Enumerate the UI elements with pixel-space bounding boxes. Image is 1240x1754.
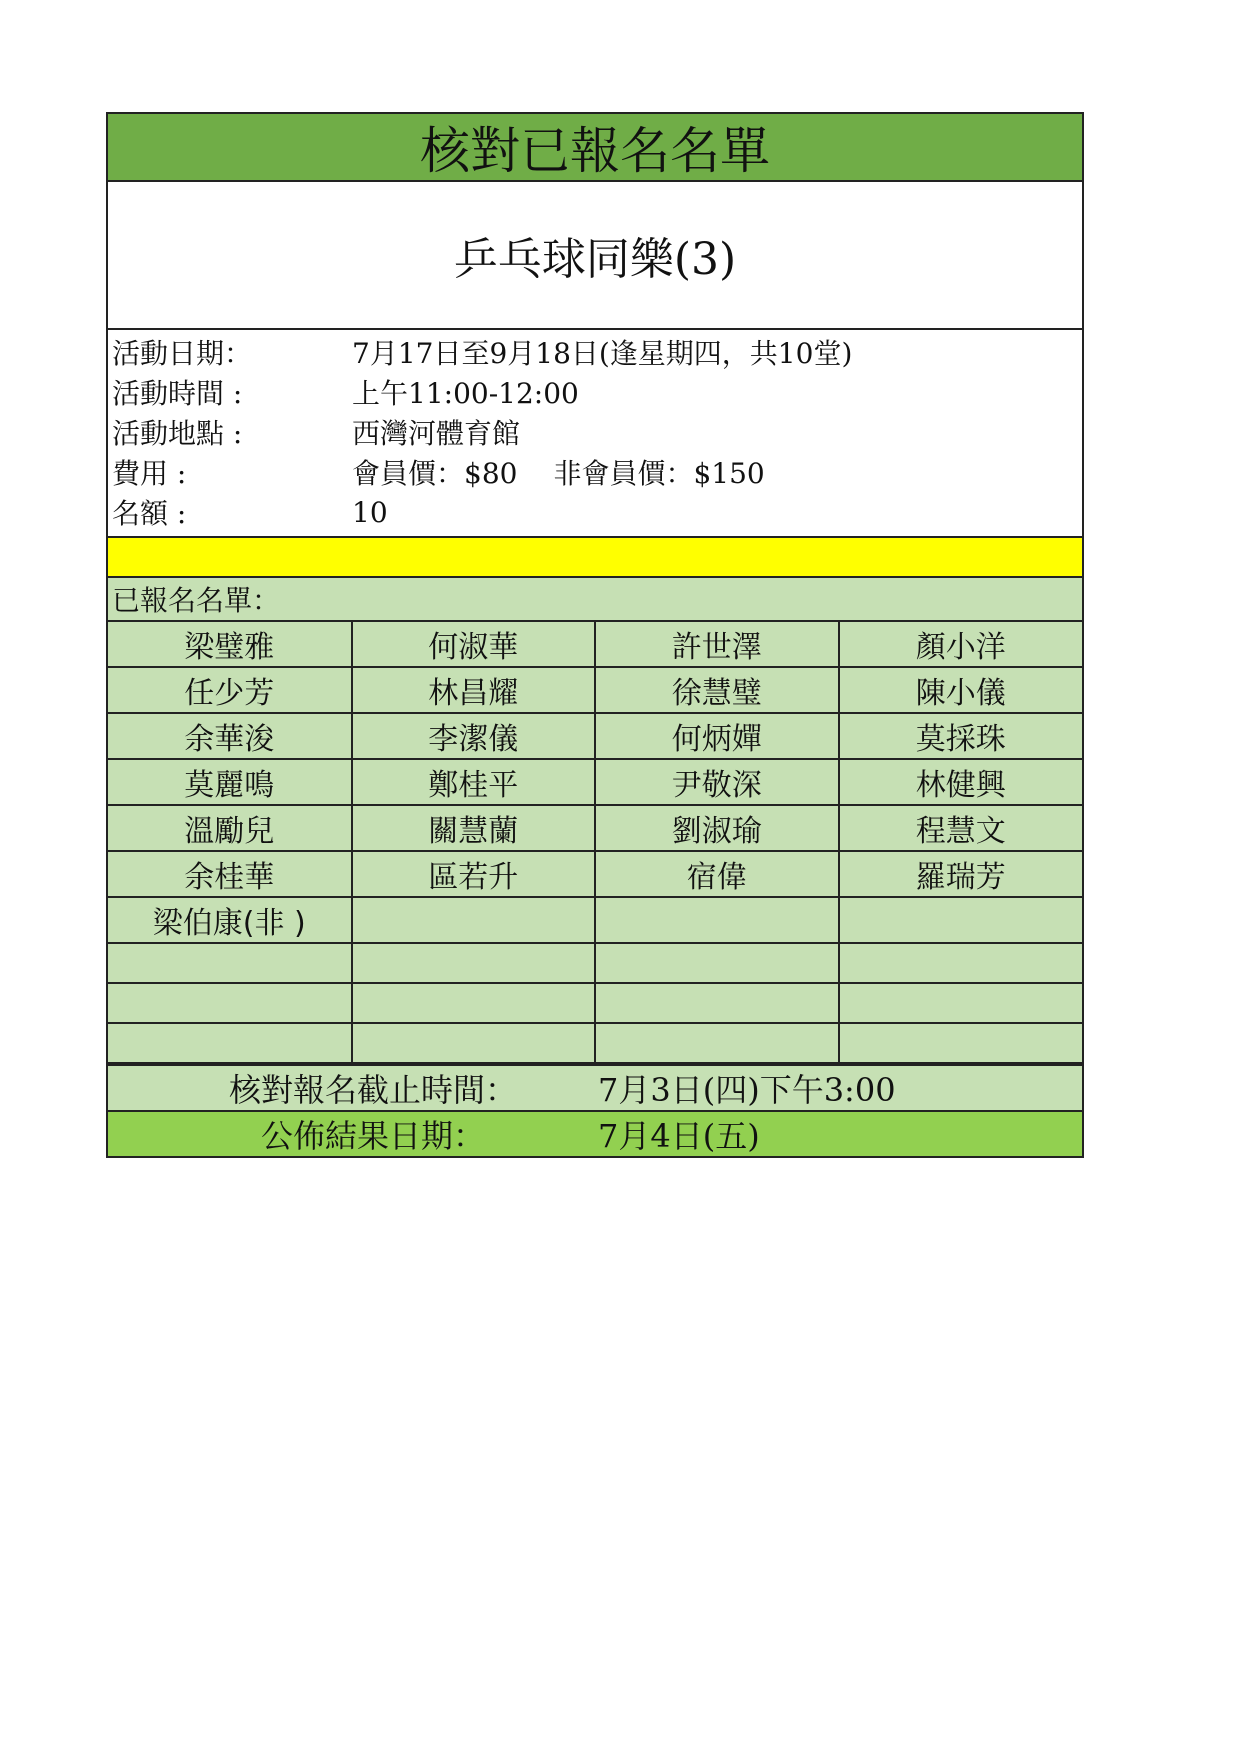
info-row-date [108, 332, 1082, 372]
name-cell: 李潔儀 [352, 713, 596, 759]
date-label: 活動日期： [112, 337, 253, 370]
table-row [108, 622, 1082, 667]
name-cell [352, 983, 596, 1023]
name-cell: 任少芳 [108, 667, 352, 713]
name-cell: 莫採珠 [839, 713, 1083, 759]
table-row [108, 1023, 1082, 1063]
info-row-venue [108, 412, 1082, 452]
time-value: 上午11:00-12:00 [352, 377, 579, 410]
name-cell [839, 983, 1083, 1023]
name-cell [352, 897, 596, 943]
date-value: 7月17日至9月18日(逢星期四，共10堂) [352, 337, 853, 370]
fee-nonmember: 非會員價：$150 [553, 457, 765, 490]
name-cell: 溫勵兒 [108, 805, 352, 851]
name-cell [108, 1023, 352, 1063]
name-cell: 余華浚 [108, 713, 352, 759]
name-cell: 顏小洋 [839, 622, 1083, 667]
name-cell [108, 983, 352, 1023]
deadline-label: 核對報名截止時間： [228, 1071, 517, 1109]
name-cell: 鄭桂平 [352, 759, 596, 805]
time-label: 活動時間 : [112, 377, 243, 410]
name-cell: 宿偉 [595, 851, 839, 897]
name-cell [839, 943, 1083, 983]
quota-value: 10 [352, 495, 388, 529]
name-cell: 余桂華 [108, 851, 352, 897]
list-heading: 已報名名單： [108, 578, 1082, 622]
name-cell: 許世澤 [595, 622, 839, 667]
activity-info [108, 330, 1082, 538]
table-row [108, 713, 1082, 759]
fee-value [352, 452, 1082, 492]
table-row [108, 851, 1082, 897]
name-cell [839, 1023, 1083, 1063]
info-row-fee [108, 452, 1082, 492]
table-row [108, 983, 1082, 1023]
names-table [108, 622, 1082, 1064]
announce-label: 公佈結果日期： [260, 1117, 485, 1155]
announce-row [108, 1112, 1082, 1156]
venue-value: 西灣河體育館 [352, 417, 521, 450]
registration-sheet [106, 112, 1084, 1158]
name-cell [595, 983, 839, 1023]
name-cell: 關慧蘭 [352, 805, 596, 851]
name-cell: 徐慧璧 [595, 667, 839, 713]
name-cell: 梁璧雅 [108, 622, 352, 667]
name-cell: 梁伯康(非 ) [108, 897, 352, 943]
fee-member: 會員價：$80 [352, 457, 518, 490]
name-cell [839, 897, 1083, 943]
table-row [108, 943, 1082, 983]
name-cell: 莫麗鳴 [108, 759, 352, 805]
name-cell: 林昌耀 [352, 667, 596, 713]
name-cell: 何炳嬋 [595, 713, 839, 759]
name-cell: 何淑華 [352, 622, 596, 667]
name-cell [595, 897, 839, 943]
table-row [108, 667, 1082, 713]
table-row [108, 759, 1082, 805]
name-cell [595, 1023, 839, 1063]
highlight-band [108, 538, 1082, 578]
name-cell: 林健興 [839, 759, 1083, 805]
table-row [108, 805, 1082, 851]
name-cell [352, 943, 596, 983]
name-cell [595, 943, 839, 983]
name-cell: 劉淑瑜 [595, 805, 839, 851]
table-row [108, 897, 1082, 943]
info-row-time [108, 372, 1082, 412]
name-cell: 區若升 [352, 851, 596, 897]
announce-value: 7月4日(五) [598, 1117, 760, 1155]
deadline-value: 7月3日(四)下午3:00 [598, 1071, 896, 1109]
venue-label: 活動地點 : [112, 417, 243, 450]
name-cell: 羅瑞芳 [839, 851, 1083, 897]
info-row-quota [108, 492, 1082, 532]
quota-label: 名額 : [112, 497, 187, 530]
name-cell: 陳小儀 [839, 667, 1083, 713]
name-cell [352, 1023, 596, 1063]
activity-name: 乒乓球同樂(3) [108, 182, 1082, 330]
name-cell [108, 943, 352, 983]
sheet-title: 核對已報名名單 [108, 114, 1082, 182]
fee-label: 費用 : [112, 457, 187, 490]
name-cell: 程慧文 [839, 805, 1083, 851]
deadline-row [108, 1064, 1082, 1112]
name-cell: 尹敬深 [595, 759, 839, 805]
